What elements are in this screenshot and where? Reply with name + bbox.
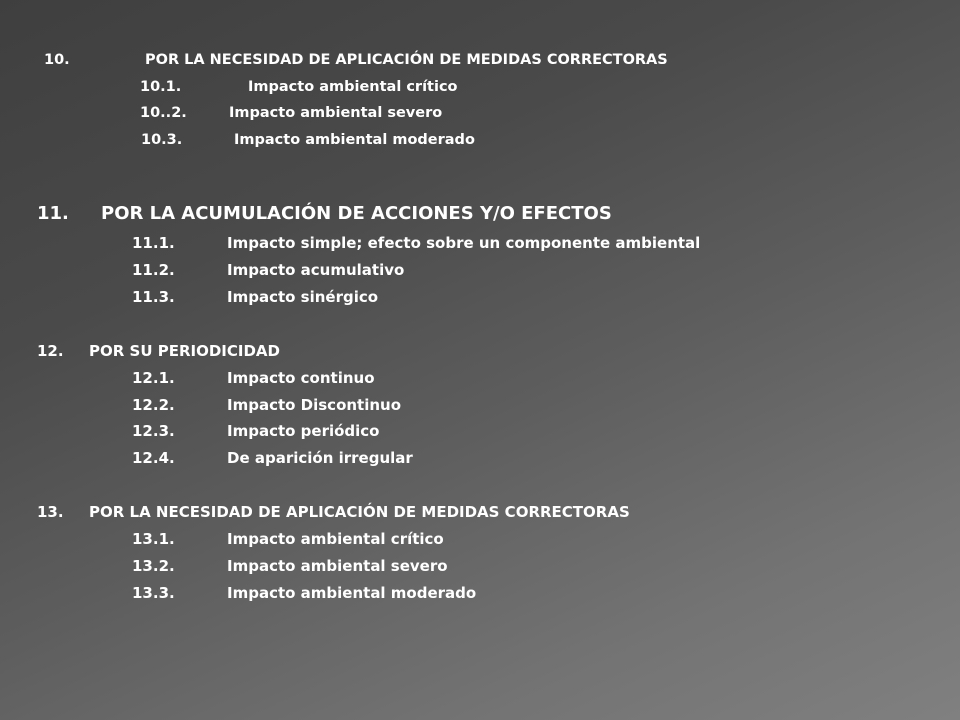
item-number: 13.3. [132,584,175,602]
item-text: Impacto acumulativo [227,261,405,279]
item-number: 11.3. [132,288,175,306]
item-number: 10..2. [140,105,187,121]
section-title: POR LA ACUMULACIÓN DE ACCIONES Y/O EFECTOS [101,203,612,224]
item-text: Impacto ambiental moderado [227,584,477,602]
item-text: De aparición irregular [227,449,413,467]
item-text: Impacto ambiental crítico [227,530,444,548]
section-number: 12. [37,342,64,360]
item-text: Impacto Discontinuo [227,396,402,414]
section-title: POR LA NECESIDAD DE APLICACIÓN DE MEDIDAS CORRECTORAS [145,52,668,68]
item-number: 10.1. [140,79,182,95]
item-number: 11.2. [132,261,175,279]
item-text: Impacto simple; efecto sobre un componente ambiental [227,234,701,252]
item-text: Impacto ambiental crítico [248,79,458,95]
item-text: Impacto ambiental moderado [234,132,475,148]
item-number: 10.3. [141,132,183,148]
item-text: Impacto ambiental severo [227,557,448,575]
section-number: 10. [44,52,70,68]
item-text: Impacto periódico [227,422,380,440]
item-number: 12.2. [132,396,175,414]
item-text: Impacto sinérgico [227,288,379,306]
section-number: 11. [37,203,69,224]
item-number: 12.3. [132,422,175,440]
item-number: 12.1. [132,369,175,387]
section-number: 13. [37,503,64,521]
section-title: POR LA NECESIDAD DE APLICACIÓN DE MEDIDAS CORRECTORAS [89,503,630,521]
item-text: Impacto continuo [227,369,375,387]
item-number: 13.1. [132,530,175,548]
item-number: 12.4. [132,449,175,467]
item-number: 11.1. [132,234,175,252]
section-title: POR SU PERIODICIDAD [89,342,280,360]
item-text: Impacto ambiental severo [229,105,443,121]
item-number: 13.2. [132,557,175,575]
